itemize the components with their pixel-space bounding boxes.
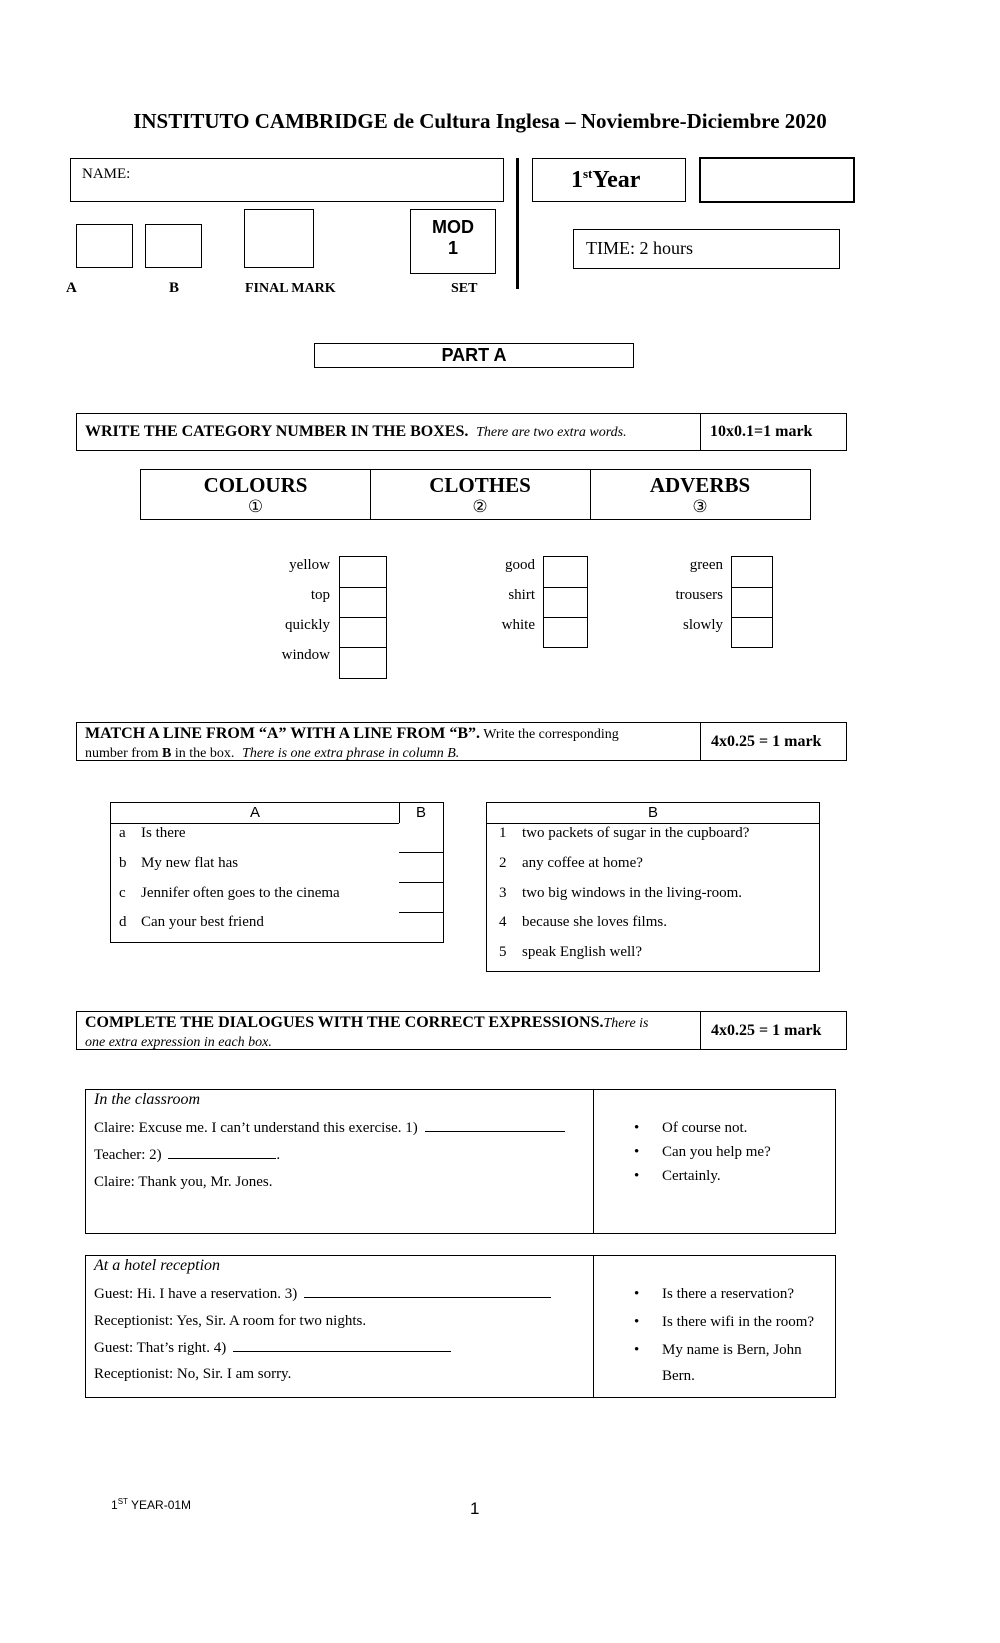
category-number: ② [472,497,488,516]
answer-blank-4[interactable] [233,1351,451,1352]
row-text: Can your best friend [141,914,264,930]
category-answer-box[interactable] [339,647,387,679]
part-title-box [314,343,634,368]
row-text: speak English well? [522,944,642,960]
answer-blank-2[interactable] [168,1158,276,1159]
section3-instruction [76,1011,847,1050]
name-label: NAME: [82,166,131,182]
dialogue-line [94,1147,280,1164]
row-text: because she loves films. [522,914,667,930]
section2-mark: 4x0.25 = 1 mark [700,723,846,760]
category-answer-box[interactable] [731,617,773,648]
label-set: SET [451,281,478,296]
match-answer-box[interactable] [399,823,443,853]
column-b-header: B [647,804,658,821]
section2-instruction-b: B [161,746,172,761]
dialogue-line-text: Claire: Excuse me. I can’t understand this exercise. 1) [94,1120,418,1136]
dialogue-line [94,1340,451,1357]
label-b: B [169,280,180,296]
category-answer-box[interactable] [339,617,387,648]
row-letter: d [119,914,127,930]
option-item: • Is there a reservation? [594,1286,834,1303]
year-answer-box[interactable] [699,157,855,203]
category-name: COLOURS [203,473,308,497]
header-divider [516,158,519,289]
time-box [573,229,840,269]
section2-instruction-text: number from [85,746,162,761]
dialogue-line: Receptionist: Yes, Sir. A room for two nights. [94,1313,367,1329]
category-answer-box[interactable] [339,556,387,588]
section3-instruction-note: one extra expression in each box. [85,1035,272,1050]
category-clothes [370,470,591,519]
label-a: A [66,280,77,296]
section2-instruction [76,722,847,761]
options-list [594,1120,771,1185]
dialogue-line: Receptionist: No, Sir. I am sorry. [94,1366,292,1382]
section2-instruction-text: Write the corresponding [480,727,619,742]
word-label: good [505,557,535,573]
section2-instruction-bold: MATCH A LINE FROM “A” WITH A LINE FROM “B”. [85,725,480,742]
section1-mark: 10x0.1=1 mark [700,414,846,450]
year-box [532,158,686,202]
word-label: slowly [682,617,723,633]
mark-box-b[interactable] [145,224,202,268]
word-label: window [281,647,330,663]
category-answer-box[interactable] [543,617,588,648]
category-table [140,469,811,520]
option-item: • Can you help me? [594,1144,771,1161]
answer-blank-3[interactable] [304,1297,551,1298]
word-label: shirt [508,587,535,603]
name-field[interactable] [70,158,504,202]
row-letter: b [119,855,127,871]
section3-instruction-note: There is [603,1016,649,1031]
category-answer-box[interactable] [731,587,773,618]
dialogue-line [94,1286,551,1303]
dialogue-line [94,1120,565,1137]
part-title: PART A [441,345,507,365]
row-text: My new flat has [141,855,239,871]
word-label: trousers [675,587,723,603]
category-answer-box[interactable] [543,556,588,588]
options-list [594,1286,834,1389]
row-text: two packets of sugar in the cupboard? [522,825,750,841]
final-mark-box[interactable] [244,209,314,268]
dialogue-box-hotel [85,1255,836,1398]
footer-code: 1ST YEAR-01M [111,1497,192,1512]
page-title: INSTITUTO CAMBRIDGE de Cultura Inglesa – Noviembre-Diciembre 2020 [133,109,827,133]
category-name: ADVERBS [649,473,751,497]
option-item: • Certainly. [594,1168,771,1185]
option-item: • My name is Bern, John Bern. [594,1337,834,1389]
section1-instruction [76,413,847,451]
word-label: white [501,617,535,633]
row-number: 4 [499,914,507,930]
match-answer-box[interactable] [399,883,443,913]
category-name: CLOTHES [429,473,531,497]
row-number: 1 [499,825,507,841]
section1-instruction-bold: WRITE THE CATEGORY NUMBER IN THE BOXES. [85,423,469,440]
time-label: TIME: 2 hours [586,238,693,258]
match-table-b [486,802,820,972]
row-letter: c [119,885,126,901]
category-answer-box[interactable] [731,556,773,588]
row-number: 3 [499,885,507,901]
dialogue-title: At a hotel reception [94,1257,221,1274]
row-letter: a [119,825,126,841]
mark-box-a[interactable] [76,224,133,268]
row-text: Is there [141,825,186,841]
row-number: 2 [499,855,507,871]
category-colours [141,470,371,519]
match-answer-box[interactable] [399,913,443,942]
row-text: Jennifer often goes to the cinema [141,885,340,901]
mod-number: 1 [447,238,458,258]
row-text: two big windows in the living-room. [522,885,742,901]
dialogue-line: Claire: Thank you, Mr. Jones. [94,1174,273,1190]
column-b-header: B [415,804,426,821]
word-label: green [689,557,723,573]
word-label: quickly [285,617,330,633]
section2-instruction-note: There is one extra phrase in column B. [242,746,460,761]
word-label: yellow [289,557,330,573]
category-answer-box[interactable] [543,587,588,618]
dialogue-box-classroom [85,1089,836,1234]
mod-set-box [410,209,496,274]
year-label: 1stYear [571,166,641,193]
dialogue-line-text: Guest: That’s right. 4) [94,1340,227,1356]
match-table-a [110,802,444,943]
word-label: top [310,587,330,603]
option-item: • Of course not. [594,1120,771,1137]
dialogue-line-text: Guest: Hi. I have a reservation. 3) [94,1286,298,1302]
category-number: ③ [692,497,708,516]
dialogue-line-text: Teacher: 2) [94,1147,162,1163]
row-number: 5 [499,944,507,960]
match-answer-box[interactable] [399,853,443,883]
mod-label: MOD [432,217,474,237]
section3-mark: 4x0.25 = 1 mark [700,1012,846,1049]
category-answer-box[interactable] [339,587,387,618]
category-adverbs [590,470,810,519]
section1-instruction-note: There are two extra words. [476,425,627,440]
answer-blank-1[interactable] [425,1131,565,1132]
page-number: 1 [470,1499,480,1518]
option-item: • Is there wifi in the room? [594,1314,834,1331]
section2-instruction-text: in the box. [171,746,235,761]
dialogue-title: In the classroom [94,1091,201,1108]
row-text: any coffee at home? [522,855,643,871]
section3-instruction-bold: COMPLETE THE DIALOGUES WITH THE CORRECT EXPRESSIONS. [85,1014,604,1031]
column-a-header: A [249,804,260,821]
category-number: ① [247,497,264,516]
dialogue-line-text: . [276,1147,281,1163]
label-final-mark: FINAL MARK [245,281,336,296]
